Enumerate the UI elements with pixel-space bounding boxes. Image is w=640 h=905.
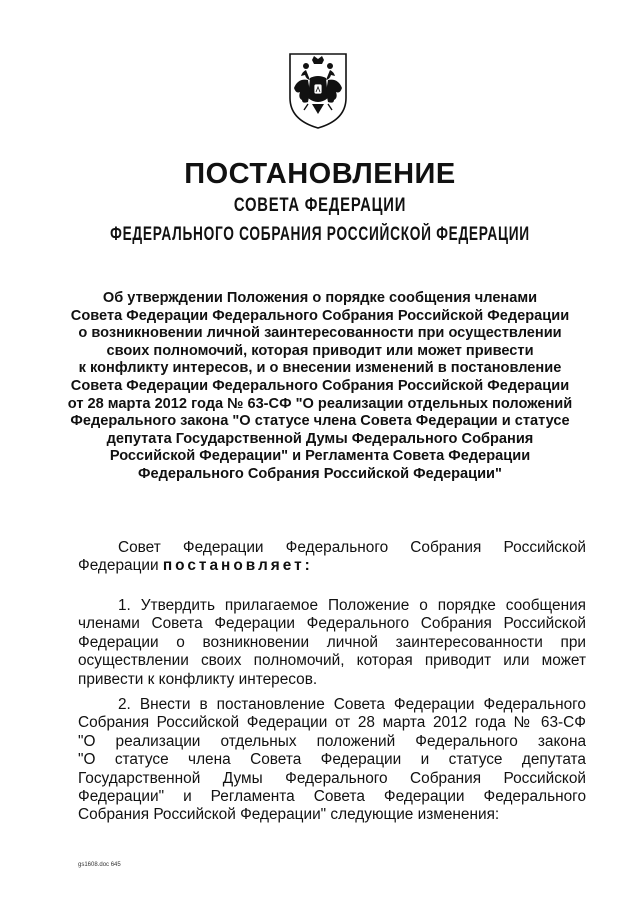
paragraph-line: Федерации" и Регламента Совета Федерации Федерального (78, 787, 586, 805)
decree-verb: постановляет: (162, 557, 313, 575)
paragraph-2 (78, 696, 586, 825)
heading-line: к конфликту интересов, и о внесении изменений в постановление (78, 360, 562, 377)
paragraph-line: членами Совета Федерации Федерального Собрания Российской (78, 615, 586, 633)
paragraph-line: Федерации о возникновении личной заинтересованности при (78, 633, 586, 651)
paragraph-line: "О статусе члена Совета Федерации и статусе депутата (78, 751, 586, 769)
heading-line: Совета Федерации Федерального Собрания Российской Федерации (70, 377, 570, 394)
heading-line: своих полномочий, которая приводит или может привести (106, 342, 534, 359)
paragraph-line: Собрания Российской Федерации от 28 марта 2012 года № 63-СФ (78, 714, 586, 732)
paragraph-line: осуществлении своих полномочий, которая приводит или может (78, 652, 586, 670)
heading-line: депутата Государственной Думы Федерального Собрания (106, 430, 534, 447)
paragraph-line: 1. Утвердить прилагаемое Положение о порядке сообщения (118, 597, 586, 614)
paragraph-line: Собрания Российской Федерации" следующие изменения: (78, 806, 500, 824)
paragraph-line: "О реализации отдельных положений Федерального закона (78, 732, 586, 750)
document-subtitle-council: СОВЕТА ФЕДЕРАЦИИ (233, 195, 407, 216)
resolution-heading (40, 290, 600, 484)
paragraph-1 (78, 597, 586, 689)
paragraph-line: 2. Внести в постановление Совета Федерации Федерального (118, 696, 586, 713)
preamble-line: Совет Федерации Федерального Собрания Российской (118, 539, 586, 556)
heading-line: Об утверждении Положения о порядке сообщения членами (102, 290, 538, 306)
heading-line: о возникновении личной заинтересованности при осуществлении (78, 325, 562, 342)
preamble-subject: Федерации (78, 557, 163, 575)
heading-line: Российской Федерации" и Регламента Совета Федерации (109, 448, 531, 465)
heading-line: Федерального закона "О статусе члена Совета Федерации и статусе (70, 413, 570, 430)
paragraph-line: привести к конфликту интересов. (78, 670, 318, 688)
heading-line: Федерального Собрания Российской Федерации" (138, 465, 502, 482)
document-subtitle-assembly: ФЕДЕРАЛЬНОГО СОБРАНИЯ РОССИЙСКОЙ ФЕДЕРАЦИИ (110, 224, 530, 245)
document-title: ПОСТАНОВЛЕНИЕ (184, 158, 456, 190)
preamble (78, 539, 586, 576)
preamble-line-decree (78, 557, 586, 575)
file-reference: gs1608.doc 645 (78, 862, 121, 868)
paragraph-line: Государственной Думы Федерального Собрания Российской (78, 769, 586, 787)
double-headed-eagle-icon (286, 48, 350, 130)
heading-line: Совета Федерации Федерального Собрания Российской Федерации (70, 307, 570, 324)
heading-line: от 28 марта 2012 года № 63-СФ "О реализации отдельных положений (67, 395, 573, 412)
